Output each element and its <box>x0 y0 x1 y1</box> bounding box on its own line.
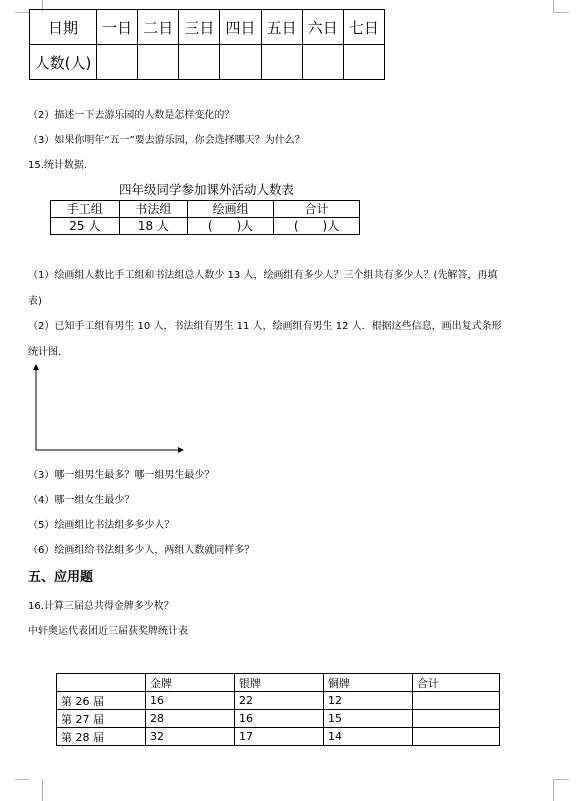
activity-table <box>50 200 360 235</box>
table-row <box>30 10 385 45</box>
table-row-label: 第 27 届 <box>57 710 146 728</box>
corner-mark-bottom-left <box>15 779 29 780</box>
table-row <box>51 218 360 235</box>
table-cell: ( )人 <box>188 218 274 235</box>
table-caption: 中轩奥运代表团近三届获奖牌统计表 <box>28 626 188 637</box>
table-cell: ( )人 <box>274 218 360 235</box>
table-row <box>30 45 385 80</box>
table-header-cell: 手工组 <box>51 201 120 218</box>
table-cell <box>179 45 220 80</box>
section-heading: 五、应用题 <box>28 570 94 585</box>
blank-chart-axes <box>30 362 190 454</box>
table-header-cell: 金牌 <box>146 674 235 692</box>
corner-mark-bottom-left <box>28 779 43 801</box>
x-axis-arrow-icon <box>178 447 184 453</box>
table-cell <box>413 728 500 746</box>
table-header-cell: 绘画组 <box>188 201 274 218</box>
table-cell: 22 <box>235 692 324 710</box>
visitors-table <box>29 9 385 80</box>
table-cell: 16 <box>146 692 235 710</box>
table-row <box>57 674 500 692</box>
corner-mark-bottom-right <box>553 779 569 780</box>
table-row <box>57 728 500 746</box>
corner-mark-top-right <box>553 0 568 12</box>
table-cell <box>302 45 343 80</box>
table-row-label: 第 28 届 <box>57 728 146 746</box>
table-row <box>57 692 500 710</box>
medals-table <box>56 673 500 746</box>
table-header-cell: 合计 <box>413 674 500 692</box>
table-cell <box>220 45 261 80</box>
table-header-cell: 二日 <box>138 10 179 45</box>
table-cell: 28 <box>146 710 235 728</box>
table-cell <box>343 45 384 80</box>
table-row <box>51 201 360 218</box>
table-row <box>57 710 500 728</box>
table-header-cell: 三日 <box>179 10 220 45</box>
question-text: （2）已知手工组有男生 10 人，书法组有男生 11 人，绘画组有男生 12 人．根据这些信息，画出复式条形 <box>28 321 502 332</box>
table-cell: 12 <box>324 692 413 710</box>
table-header-cell: 日期 <box>30 10 97 45</box>
corner-mark-bottom-right <box>553 779 568 801</box>
table-cell: 17 <box>235 728 324 746</box>
table-header-cell: 合计 <box>274 201 360 218</box>
question-text: （3）哪一组男生最多？哪一组男生最少？ <box>28 470 215 481</box>
table-row-label: 第 26 届 <box>57 692 146 710</box>
table-header-cell: 银牌 <box>235 674 324 692</box>
table-header-cell: 六日 <box>302 10 343 45</box>
table-cell <box>138 45 179 80</box>
question-text: 统计图. <box>28 347 62 358</box>
table-header-cell: 四日 <box>220 10 261 45</box>
table-cell: 32 <box>146 728 235 746</box>
table-row-label: 人数(人) <box>30 45 97 80</box>
table-cell: 14 <box>324 728 413 746</box>
table-header-cell: 书法组 <box>119 201 188 218</box>
question-text: （6）绘画组给书法组多少人，两组人数就同样多？ <box>28 545 255 556</box>
table-header-cell <box>57 674 146 692</box>
table-cell <box>413 692 500 710</box>
table-cell: 18 人 <box>119 218 188 235</box>
table-caption: 四年级同学参加课外活动人数表 <box>119 182 295 197</box>
table-header-cell: 一日 <box>97 10 138 45</box>
question-text: （5）绘画组比书法组多多少人？ <box>28 520 175 531</box>
table-cell <box>261 45 302 80</box>
question-text: 16.计算三届总共得金牌多少枚？ <box>28 601 174 612</box>
table-header-cell: 五日 <box>261 10 302 45</box>
table-header-cell: 铜牌 <box>324 674 413 692</box>
question-text: （2）描述一下去游乐园的人数是怎样变化的？ <box>28 110 235 121</box>
table-cell <box>413 710 500 728</box>
y-axis-arrow-icon <box>33 364 39 370</box>
table-header-cell: 七日 <box>343 10 384 45</box>
question-text: （3）如果你明年“五一”要去游乐园，你会选择哪天？为什么？ <box>28 135 305 146</box>
corner-mark-top-left <box>15 12 29 13</box>
question-text: 表) <box>28 296 42 307</box>
corner-mark-top-right <box>553 12 569 13</box>
question-text: （4）哪一组女生最少？ <box>28 495 135 506</box>
table-cell <box>97 45 138 80</box>
question-number: 15.统计数据. <box>28 160 88 171</box>
question-text: （1）绘画组人数比手工组和书法组总人数少 13 人，绘画组有多少人？三个组共有多少人？(先解答，再填 <box>28 270 498 281</box>
table-cell: 15 <box>324 710 413 728</box>
table-cell: 16 <box>235 710 324 728</box>
table-cell: 25 人 <box>51 218 120 235</box>
